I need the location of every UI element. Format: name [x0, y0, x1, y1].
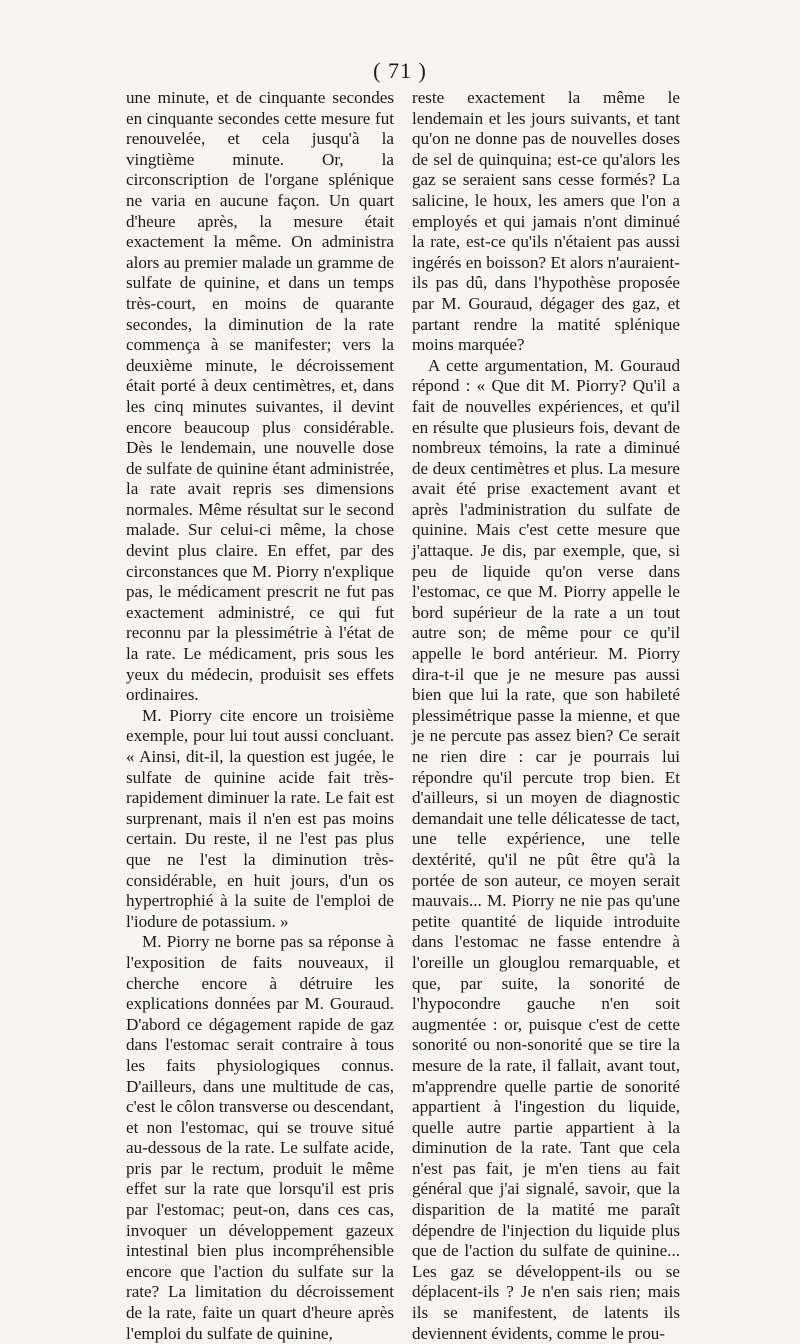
paragraph: A cette argumentation, M. Gouraud répond : « Que dit M. Piorry? Qu'il a fait de nouvelles expériences, et qu'il en résulte que plusieurs fois, devant de nombreux témoins, la rate a diminué de deux centimètres et plus. La mesure avait été prise exactement avant et après l'administration du sulfate de quinine. Mais c'est cette mesure que j'attaque. Je dis, par exemple, que, si peu de liquide qu'on verse dans l'estomac, ce que M. Piorry appelle le bord supérieur de la rate a un tout autre son; de même pour ce qu'il appelle le bord antérieur. M. Piorry dira-t-il que je ne mesure pas aussi bien que lui la rate, que son habileté plessimétrique passe la mienne, et que je ne percute pas assez bien? Ce serait ne rien dire : car je pourrais lui répondre qu'il percute trop bien. Et d'ailleurs, si un moyen de diagnostic demandait une telle délicatesse de tact, une telle expérience, une telle dextérité, qu'il ne pût être qu'à la portée de son auteur, ce moyen serait mauvais... M. Piorry ne nie pas qu'une petite quantité de liquide introduite dans l'estomac ne fasse entendre à l'oreille un glouglou remarquable, et que, par suite, la sonorité de l'hypocondre gauche n'en soit augmentée : or, puisque c'est de cette sonorité ou non-sonorité que se tire la mesure de la rate, il fallait, avant tout, m'apprendre quelle partie de sonorité appartient à l'ingestion du liquide, quelle autre partie appartient à la diminution de la rate. Tant que cela n'est pas fait, je m'en tiens au fait général que j'ai signalé, savoir, que la disparition de la matité me paraît dépendre de l'injection du liquide plus que de l'action du sulfate de quinine... Les gaz se développent-ils ou se déplacent-ils ? Je n'en sais rien; mais ils se manifestent, de latents ils deviennent évidents, comme le prou-: [412, 355, 680, 1343]
paragraph: M. Piorry cite encore un troisième exemple, pour lui tout aussi concluant. « Ainsi, dit-il, la question est jugée, le sulfate de quinine acide fait très-rapidement diminuer la rate. Le fait est surprenant, mais il n'en est pas moins certain. Du reste, il ne l'est pas plus que ne l'est la diminution très-considérable, en huit jours, d'un os hypertrophié à la suite de l'emploi de l'iodure de potassium. »: [126, 705, 394, 931]
right-column: [412, 88, 680, 1344]
left-column: [126, 88, 394, 1344]
paragraph: M. Piorry ne borne pas sa réponse à l'exposition de faits nouveaux, il cherche encore à détruire les explications données par M. Gouraud. D'abord ce dégagement rapide de gaz dans l'estomac serait contraire à tous les faits physiologiques connus. D'ailleurs, dans une multitude de cas, c'est le côlon transverse ou descendant, et non l'estomac, qui se trouve situé au-dessous de la rate. Le sulfate acide, pris par le rectum, produit le même effet sur la rate que lorsqu'il est pris par l'estomac; peut-on, dans ces cas, invoquer un développement gazeux intestinal bien plus incompréhensible encore que l'action du sulfate sur la rate? La limitation du décroissement de la rate, faite un quart d'heure après l'emploi du sulfate de quinine,: [126, 932, 394, 1343]
paragraph: une minute, et de cinquante secondes en cinquante secondes cette mesure fut renouvelée, et cela jusqu'à la vingtième minute. Or, la circonscription de l'organe splénique ne varia en aucune façon. Un quart d'heure après, la mesure était exactement la même. On administra alors au premier malade un gramme de sulfate de quinine, et dans un temps très-court, en moins de quarante secondes, la diminution de la rate commença à se manifester; vers la deuxième minute, le décroissement était porté à deux centimètres, et, dans les cinq minutes suivantes, il devint encore beaucoup plus considérable. Dès le lendemain, une nouvelle dose de sulfate de quinine étant administrée, la rate avait repris ses dimensions normales. Même résultat sur le second malade. Sur celui-ci même, la chose devint plus claire. En effet, par des circonstances que M. Piorry n'explique pas, le médicament prescrit ne fut pas exactement administré, ce qui fut reconnu par la plessimétrie à l'état de la rate. Le médicament, pris sous les yeux du médecin, produisit ses effets ordinaires.: [126, 88, 394, 705]
page-number: ( 71 ): [373, 58, 427, 83]
paragraph: reste exactement la même le lendemain et les jours suivants, et tant qu'on ne donne pas de nouvelles doses de sel de quinquina; est-ce qu'alors les gaz se seraient sans cesse formés? La salicine, le houx, les amers que l'on a employés et qui jamais n'ont diminué la rate, est-ce qu'ils n'étaient pas aussi ingérés en boisson? Et alors n'auraient-ils pas dû, dans l'hypothèse proposée par M. Gouraud, dégager des gaz, et partant rendre la matité splénique moins marquée?: [412, 88, 680, 355]
